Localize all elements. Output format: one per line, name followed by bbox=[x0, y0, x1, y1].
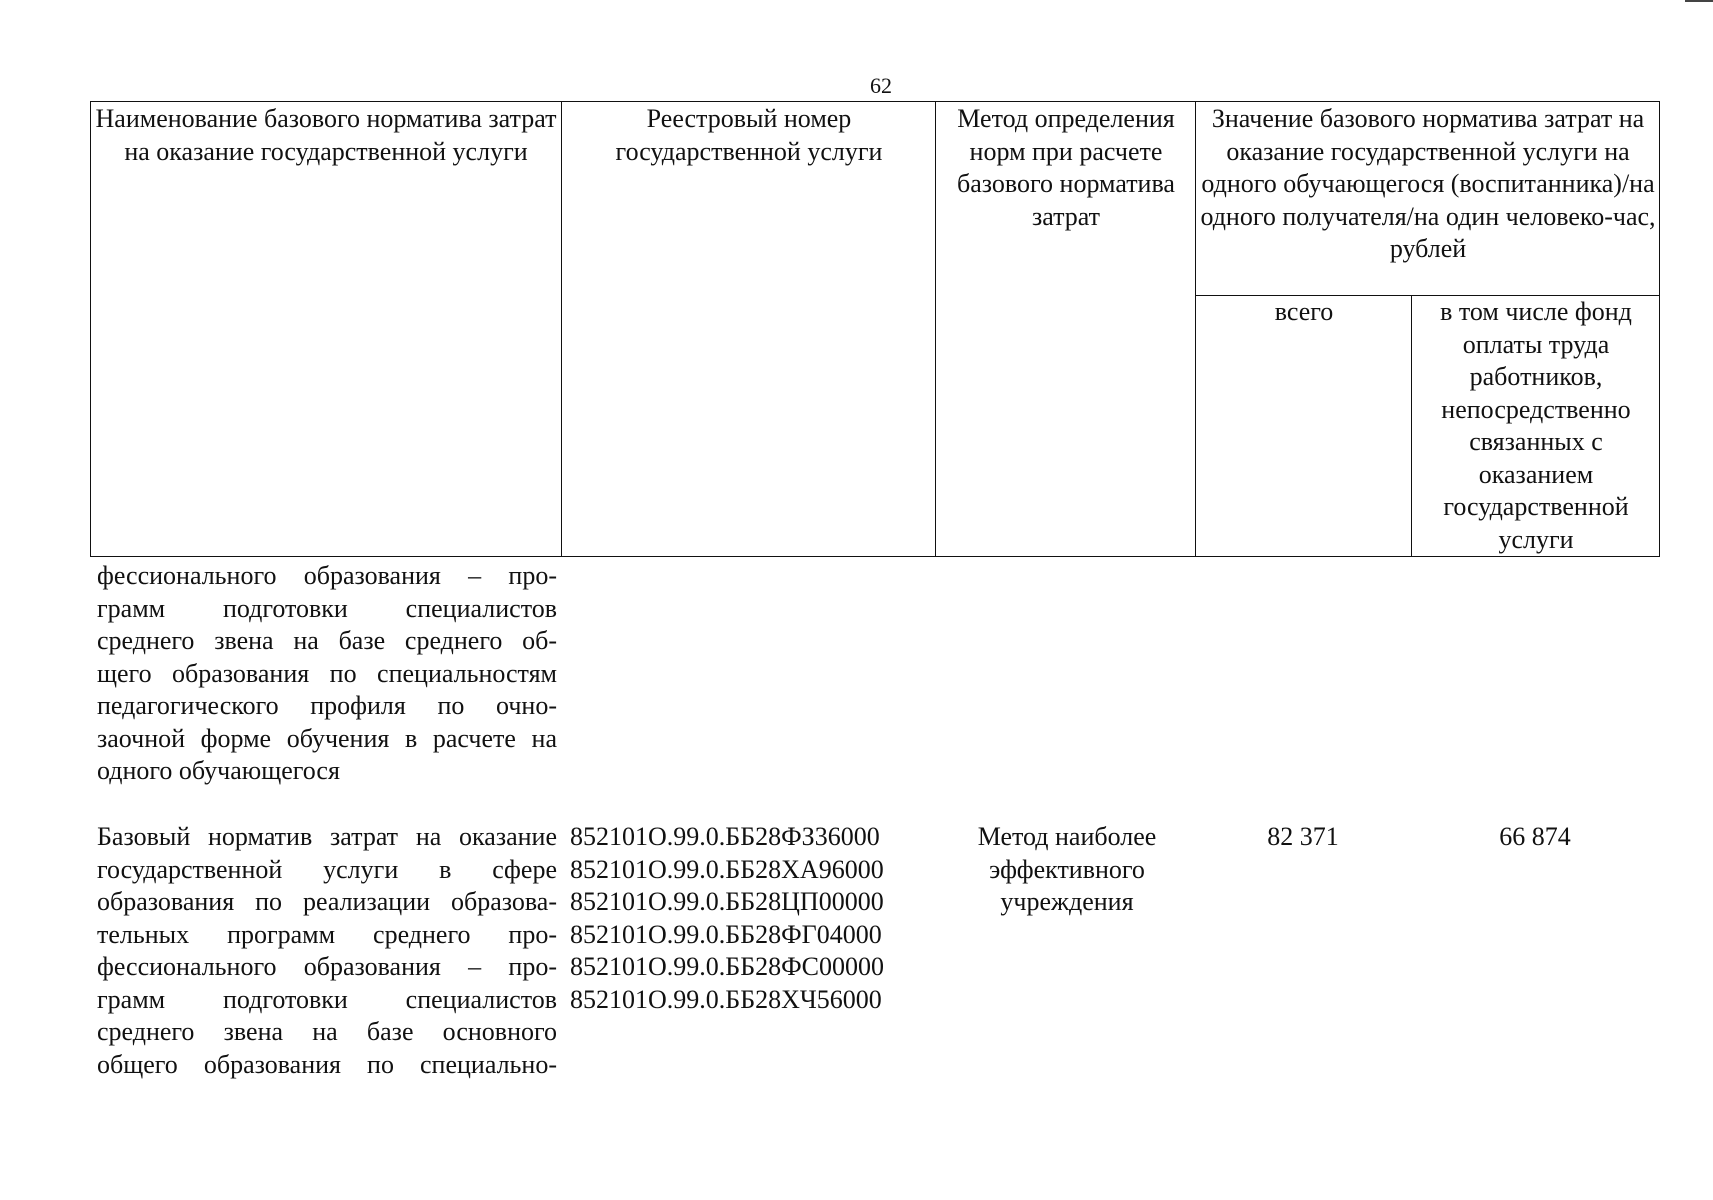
text-line: фессионального образования – про- bbox=[97, 952, 557, 981]
text-line: грамм подготовки специалистов bbox=[97, 593, 557, 623]
text-line: среднего звена на базе основного bbox=[97, 1017, 557, 1046]
method-value: Метод наиболее эффективного учреждения bbox=[977, 822, 1157, 916]
header-value: Значение базового норматива затрат на оказание государственной услуги на одного обучающегося (воспитанника)/на одного получателя/на один человеко-час, рублей bbox=[1200, 104, 1656, 263]
text-line: образования по реализации образова- bbox=[97, 887, 557, 916]
registry-code: 852101О.99.0.ББ28ХЧ56000 bbox=[570, 984, 882, 1014]
text-line: Базовый норматив затрат на оказание bbox=[97, 822, 557, 851]
header-total: всего bbox=[1274, 297, 1334, 326]
text-line: грамм подготовки специалистов bbox=[97, 984, 557, 1014]
header-registry: Реестровый номер государственной услуги bbox=[615, 104, 883, 166]
registry-code: 852101О.99.0.ББ28ФС00000 bbox=[570, 952, 885, 981]
text-line: щего образования по специальностям bbox=[97, 658, 557, 688]
text-line: педагогического профиля по очно- bbox=[97, 691, 557, 720]
column-divider bbox=[561, 102, 562, 556]
scan-edge-mark bbox=[1685, 0, 1713, 2]
total-value: 82 371 bbox=[1267, 822, 1339, 851]
text-line: общего образования по специально- bbox=[97, 1049, 557, 1079]
continuation-text bbox=[97, 560, 557, 788]
page-number: 62 bbox=[870, 73, 892, 98]
column-divider bbox=[1195, 102, 1196, 556]
fot-value: 66 874 bbox=[1499, 822, 1571, 851]
column-divider bbox=[1411, 295, 1412, 556]
registry-code: 852101О.99.0.ББ28ФЗ36000 bbox=[570, 822, 880, 851]
text-line: одного обучающегося bbox=[97, 756, 340, 785]
header-name: Наименование базового норматива затрат на оказание государственной услуги bbox=[95, 104, 557, 166]
table-header bbox=[90, 101, 1660, 557]
registry-code: 852101О.99.0.ББ28ХА96000 bbox=[570, 854, 884, 884]
text-line: среднего звена на базе среднего об- bbox=[97, 626, 557, 655]
text-line: фессионального образования – про- bbox=[97, 561, 557, 590]
column-divider bbox=[935, 102, 936, 556]
registry-code: 852101О.99.0.ББ28ЦП00000 bbox=[570, 887, 884, 916]
header-fot: в том числе фонд оплаты труда работников, непосредственно связанных с оказанием государственной услуги bbox=[1440, 297, 1632, 554]
header-method: Метод определения норм при расчете базового норматива затрат bbox=[957, 104, 1175, 231]
text-line: тельных программ среднего про- bbox=[97, 919, 557, 949]
registry-codes bbox=[570, 821, 930, 1016]
text-line: заочной форме обучения в расчете на bbox=[97, 723, 557, 753]
registry-code: 852101О.99.0.ББ28ФГ04000 bbox=[570, 919, 882, 949]
text-line: государственной услуги в сфере bbox=[97, 854, 557, 884]
row-service-name bbox=[97, 821, 557, 1081]
